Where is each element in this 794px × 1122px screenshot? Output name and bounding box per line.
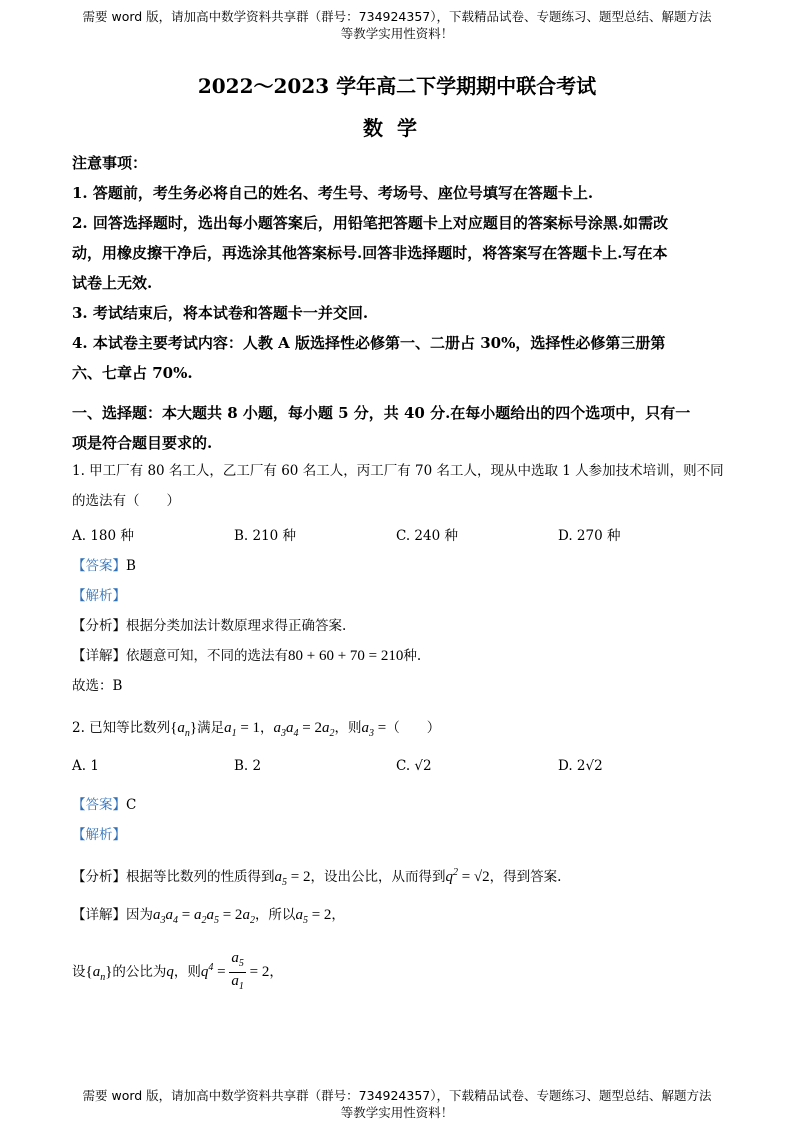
notice-heading: 注意事项： <box>72 154 148 172</box>
q2-ratio-line: 设$\{a_n\}$的公比为q，则$q^4$ = $\frac{a_5}{a_1}$ = 2， <box>72 950 283 992</box>
notice-item-2b: 动，用橡皮擦干净后，再选涂其他答案标号.回答非选择题时，将答案写在答题卡上.写在本 <box>72 244 668 262</box>
q2-answer-tag: 【答案】 <box>72 797 126 813</box>
bottom-banner-line1: 需要 word 版，请加高中数学资料共享群（群号：734924357），下载精品试卷、专题练习、题型总结、解题方法 <box>82 1088 712 1103</box>
q2-fenxi <box>72 858 724 898</box>
top-banner-line2: 等教学实用性资料！ <box>340 26 454 41</box>
q2-fenxi-math1: $a_5 = 2$ <box>274 869 311 888</box>
q1-stem-line2: 的选法有（ ） <box>72 493 180 509</box>
q2-stem-d: （ ） <box>386 720 441 736</box>
q2-fenxi-a: 根据等比数列的性质得到 <box>126 869 275 885</box>
q2-line-b: 的公比为 <box>112 963 167 980</box>
question-2: 2. 已知等比数列$\{a_n\}$满足$a_1 = 1$，$a_3a_4 = 2a_2$，则$a_3$ =（ ） <box>72 720 441 739</box>
q1-stem-line1: 1. 甲工厂有 80 名工人，乙工厂有 60 名工人，丙工厂有 70 名工人，现从中选取 1 人参加技术培训，则不同 <box>72 463 724 479</box>
q2-detail-tag: 【详解】 <box>72 907 126 923</box>
q2-options <box>72 758 724 774</box>
q2-solution <box>72 790 724 850</box>
q1-option-a: A. 180 种 <box>72 528 134 544</box>
q2-detail-b: ，所以 <box>254 907 296 923</box>
q1-option-c: C. 240 种 <box>396 528 458 544</box>
notice-item-2c: 试卷上无效. <box>72 274 153 292</box>
notice-item-4b: 六、七章占 70%. <box>72 364 193 382</box>
q2-fenxi-b: ，设出公比，从而得到 <box>310 869 446 885</box>
top-banner <box>60 8 734 42</box>
q1-choice: 故选：B <box>72 678 123 694</box>
q2-fenxi-tag: 【分析】 <box>72 869 126 885</box>
q2-detail-a: 因为 <box>126 907 153 923</box>
question-1 <box>72 456 724 516</box>
q2-line-math: $q^4$ = $\frac{a_5}{a_1}$ = 2 <box>200 950 270 992</box>
q2-line-a: 设 <box>72 963 86 980</box>
q1-options <box>72 524 724 544</box>
q1-option-d: D. 270 种 <box>558 528 621 544</box>
q1-answer <box>72 551 724 581</box>
q2-analysis-tag: 【解析】 <box>72 827 126 843</box>
q2-stem-a: 2. 已知等比数列 <box>72 720 171 736</box>
q1-answer-value: B <box>126 558 136 574</box>
q2-fenxi-math2: $q^2 = √2$ <box>445 867 490 885</box>
q1-detail <box>72 641 724 671</box>
q1-detail-math: 80 + 60 + 70 = 210 <box>288 648 404 664</box>
q2-option-a: A. 1 <box>72 758 99 774</box>
q1-detail-text: 依题意可知，不同的选法有 <box>126 648 288 664</box>
q2-line-seq: $\{a_n\}$ <box>85 963 113 983</box>
q2-line-c: ，则 <box>173 963 201 980</box>
q2-seq-an: $\{a_n\}$ <box>170 720 198 739</box>
q2-stem-b: 满足 <box>197 720 225 736</box>
q1-fenxi-text: 根据分类加法计数原理求得正确答案. <box>126 618 347 634</box>
q2-option-b: B. 2 <box>234 758 262 774</box>
q1-analysis-tag: 【解析】 <box>72 588 126 604</box>
q2-detail-math2: $a_5 = 2$ <box>295 907 332 926</box>
q2-detail: 【详解】因为$a_3a_4 = a_2a_5 = 2a_2$，所以$a_5 = 2$， <box>72 907 345 926</box>
q2-line-q: q <box>166 963 174 980</box>
q2-answer <box>72 790 724 820</box>
section-line2: 项是符合题目要求的. <box>72 434 213 452</box>
q1-fenxi <box>72 611 724 641</box>
top-banner-line1: 需要 word 版，请加高中数学资料共享群（群号：734924357），下载精品试卷、专题练习、题型总结、解题方法 <box>82 9 712 24</box>
notice-item-3: 3. 考试结束后，将本试卷和答题卡一并交回. <box>72 304 369 322</box>
q1-solution <box>72 551 724 701</box>
q2-option-d: D. 2√2 <box>558 758 603 774</box>
exam-subject: 数学 <box>363 116 431 140</box>
q2-cond-a3a4: $a_3a_4 = 2a_2$ <box>273 720 335 739</box>
exam-title: 2022～2023 学年高二下学期期中联合考试 <box>197 74 597 98</box>
section-heading <box>72 398 724 458</box>
q2-stem-c: ，则 <box>334 720 362 736</box>
notice-block <box>72 148 724 388</box>
notice-item-2a: 2. 回答选择题时，选出每小题答案后，用铅笔把答题卡上对应题目的答案标号涂黑.如需改 <box>72 214 669 232</box>
notice-item-1: 1. 答题前，考生务必将自己的姓名、考生号、考场号、座位号填写在答题卡上. <box>72 184 594 202</box>
q2-answer-value: C <box>126 797 137 813</box>
q2-fenxi-c: ，得到答案. <box>489 869 562 885</box>
q2-detail-math1: $a_3a_4 = a_2a_5 = 2a_2$ <box>153 907 255 926</box>
section-line1: 一、选择题：本大题共 8 小题，每小题 5 分，共 40 分.在每小题给出的四个选项中，只有一 <box>72 404 691 422</box>
q2-option-c: C. √2 <box>396 758 432 774</box>
notice-item-4a: 4. 本试卷主要考试内容：人教 A 版选择性必修第一、二册占 30%，选择性必修第三册第 <box>72 334 666 352</box>
q2-target-a3: $a_3$ = <box>361 720 387 739</box>
q1-detail-tag: 【详解】 <box>72 648 126 664</box>
bottom-banner <box>60 1087 734 1121</box>
q1-detail-end: 种. <box>403 648 422 664</box>
q1-option-b: B. 210 种 <box>234 528 297 544</box>
q1-answer-tag: 【答案】 <box>72 558 126 574</box>
q1-fenxi-tag: 【分析】 <box>72 618 126 634</box>
bottom-banner-line2: 等教学实用性资料！ <box>340 1105 454 1120</box>
q2-cond-a1: $a_1 = 1$ <box>224 720 261 739</box>
